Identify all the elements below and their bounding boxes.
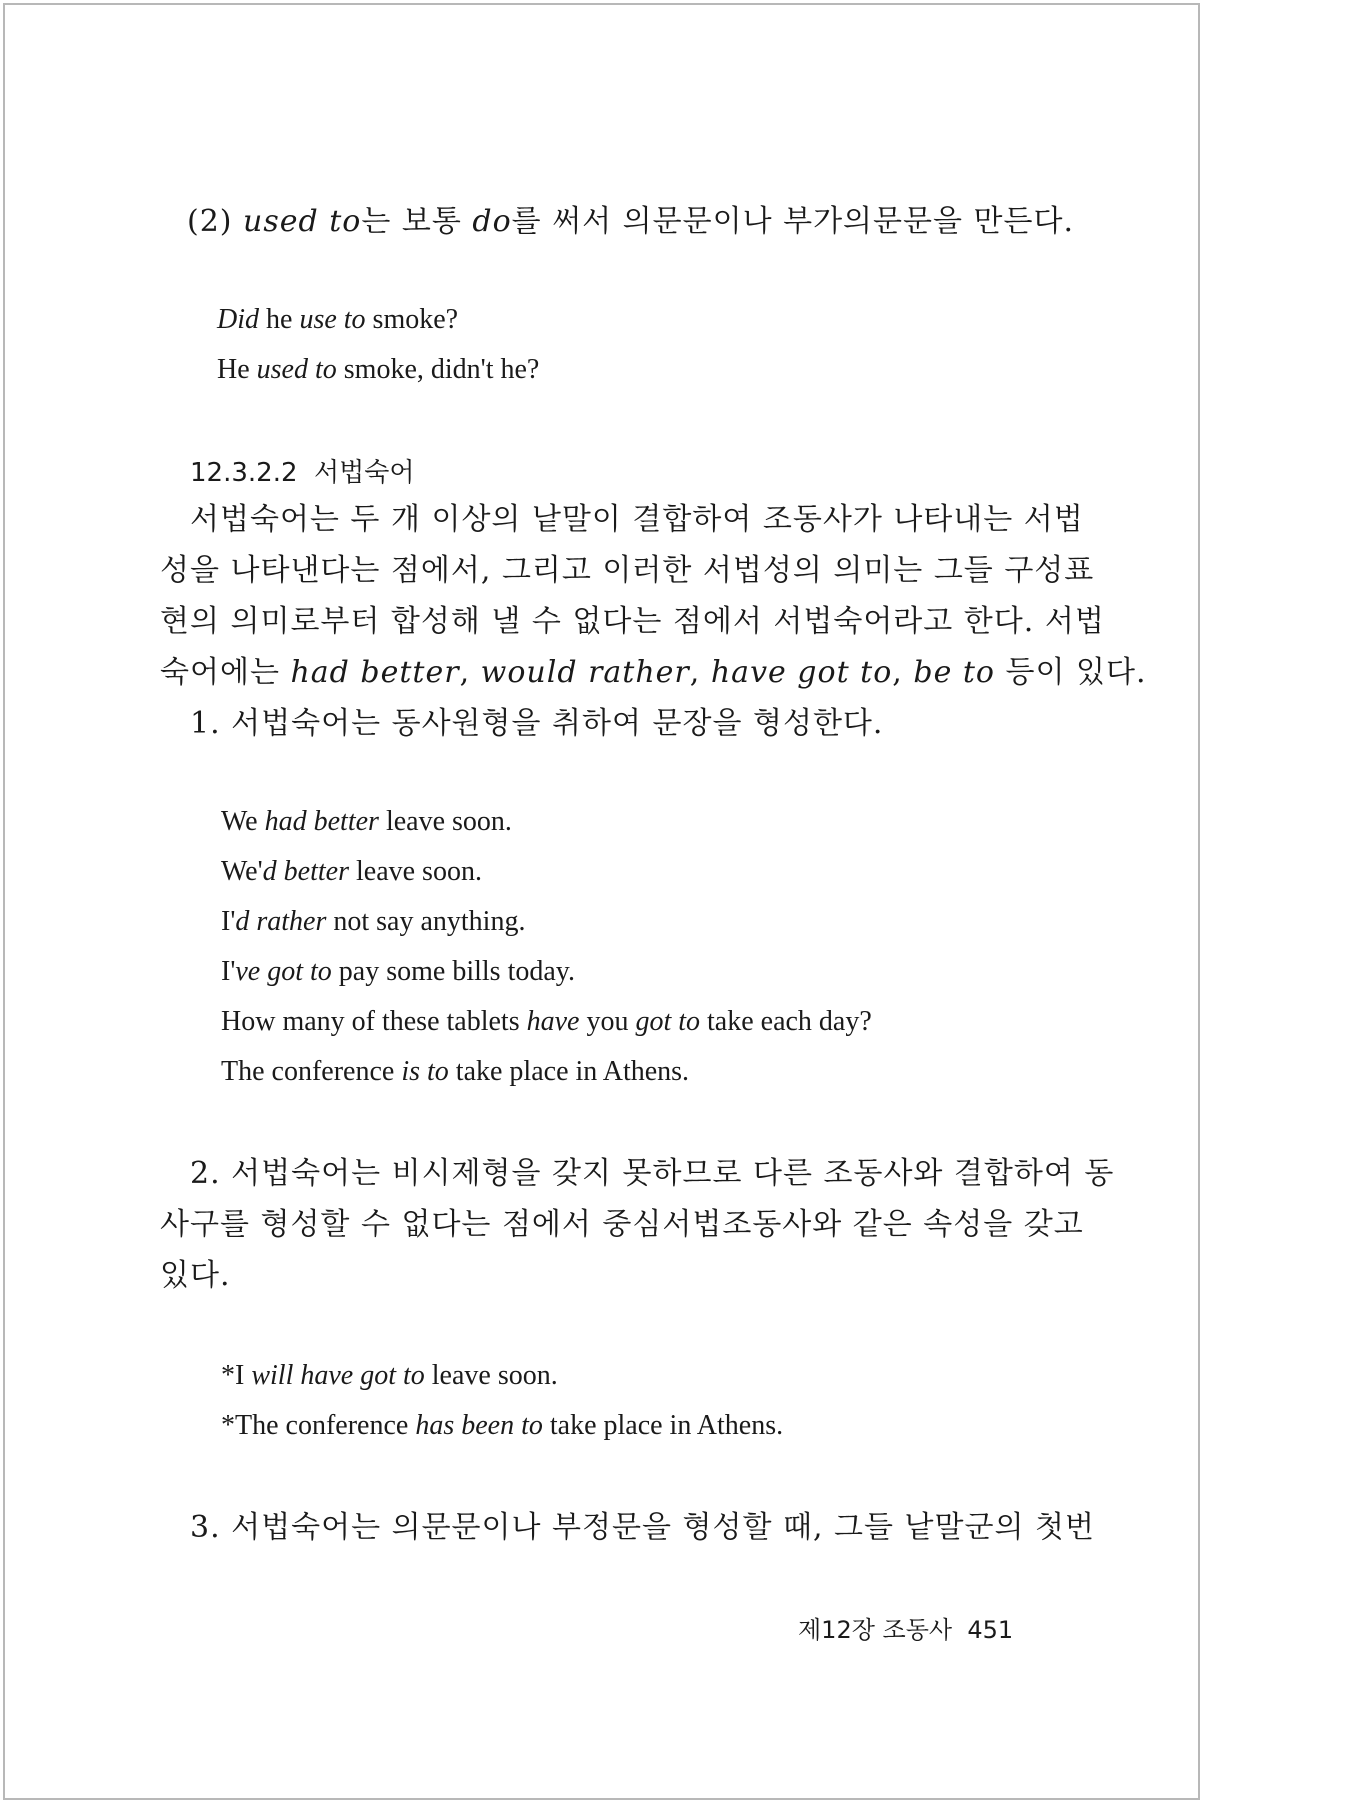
text: he [259,304,300,335]
section-heading [190,455,415,491]
text: I' [221,956,236,987]
text: The conference [221,1056,402,1087]
example-sentence [221,1358,558,1394]
text: had better [290,655,460,690]
example-sentence [221,1054,689,1090]
text: , [689,655,711,690]
text: you [579,1006,636,1037]
text: is to [401,1056,449,1087]
section-number: 12.3.2.2 [190,458,298,488]
example-sentence [221,954,575,990]
page-number: 451 [967,1616,1014,1644]
text: 는 보통 [361,204,473,239]
text: , [459,655,481,690]
body-text: 서법숙어는 두 개 이상의 낱말이 결합하여 조동사가 나타내는 서법 [190,502,1084,537]
text: We [221,806,265,837]
body-text: 현의 의미로부터 합성해 낼 수 없다는 점에서 서법숙어라고 한다. 서법 [160,604,1105,639]
example-sentence [221,854,482,890]
example-sentence [221,804,512,840]
chapter-label: 제12장 조동사 [798,1616,953,1644]
numbered-point: 1. 서법숙어는 동사원형을 취하여 문장을 형성한다. [190,706,884,741]
text: would rather [480,655,690,690]
page-footer [798,1612,1013,1648]
numbered-point: 3. 서법숙어는 의문문이나 부정문을 형성할 때, 그들 낱말군의 첫번 [190,1510,1095,1545]
text: not say anything. [326,906,526,937]
text: Did [217,304,259,335]
book-edge [1198,0,1357,1800]
example-sentence [217,352,539,388]
example-sentence [221,1004,872,1040]
text: (2) [187,204,244,239]
text: used to [256,354,337,385]
text: have got to [710,655,893,690]
text: We' [221,856,263,887]
text: got to [635,1006,701,1037]
text: pay some bills today. [331,956,575,987]
text: take each day? [700,1006,872,1037]
example-sentence [221,1408,783,1444]
text: do [472,204,512,239]
text: 등이 있다. [994,655,1147,690]
text: use to [299,304,366,335]
text: I' [221,906,236,937]
paragraph-used-to [187,204,1074,240]
text: have [526,1006,580,1037]
text: smoke? [365,304,459,335]
body-text: 성을 나타낸다는 점에서, 그리고 이러한 서법성의 의미는 그들 구성표 [160,553,1095,588]
text: 를 써서 의문문이나 부가의문문을 만든다. [511,204,1074,239]
text: take place in Athens. [542,1410,784,1441]
text: *I [221,1360,252,1391]
text: will have got to [251,1360,425,1391]
text: leave soon. [348,856,482,887]
text: d better [262,856,349,887]
text: d rather [235,906,327,937]
text: , [892,655,914,690]
text: He [217,354,257,385]
text: smoke, didn't he? [336,354,540,385]
example-sentence [217,302,458,338]
text: *The conference [221,1410,416,1441]
text: take place in Athens. [448,1056,690,1087]
text: leave soon. [378,806,512,837]
text: ve got to [235,956,332,987]
body-text: 사구를 형성할 수 없다는 점에서 중심서법조동사와 같은 속성을 갖고 [160,1207,1084,1242]
section-title: 서법숙어 [314,458,415,488]
body-text: 있다. [160,1258,231,1293]
text: How many of these tablets [221,1006,527,1037]
text: be to [913,655,995,690]
body-text [160,655,1147,691]
text: used to [243,204,362,239]
example-sentence [221,904,525,940]
text: 숙어에는 [160,655,291,690]
text: had better [264,806,379,837]
text: has been to [415,1410,543,1441]
numbered-point: 2. 서법숙어는 비시제형을 갖지 못하므로 다른 조동사와 결합하여 동 [190,1156,1115,1191]
text: leave soon. [424,1360,558,1391]
